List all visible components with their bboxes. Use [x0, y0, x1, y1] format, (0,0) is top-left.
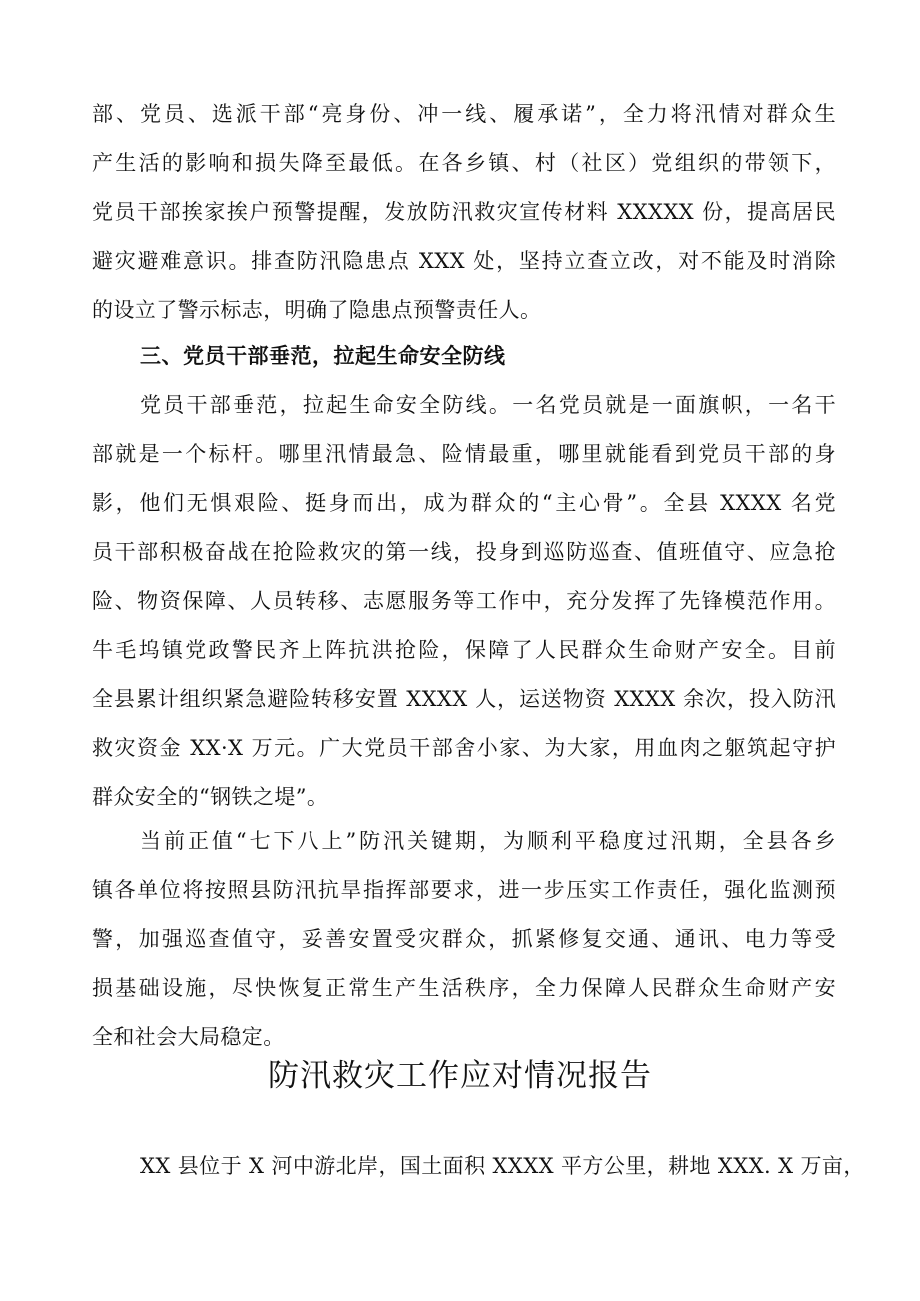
text-line: 的设立了警示标志，明确了隐患点预警责任人。	[92, 298, 542, 322]
text-line: 全和社会大局稳定。	[92, 1025, 285, 1049]
text-line: 党员干部垂范，拉起生命安全防线。一名党员就是一面旗帜，一名干	[140, 393, 836, 417]
text-line: 产生活的影响和损失降至最低。在各乡镇、村（社区）党组织的带领下，	[92, 151, 836, 175]
section3-heading: 三、党员干部垂范，拉起生命安全防线	[140, 344, 506, 368]
text-line: 警，加强巡查值守，妥善安置受灾群众，抓紧修复交通、通讯、电力等受	[92, 927, 836, 951]
section3-paragraph-2	[92, 817, 836, 1062]
section3-paragraph-1	[92, 381, 836, 822]
section2-tail-paragraph	[92, 90, 836, 335]
text-line: 救灾资金 XX·X 万元。广大党员干部舍小家、为大家，用血肉之躯筑起守护	[92, 736, 836, 760]
text-line: 当前正值“七下八上”防汛关键期，为顺利平稳度过汛期，全县各乡	[140, 829, 836, 853]
text-line: XX 县位于 X 河中游北岸，国土面积 XXXX 平方公里，耕地 XXX. X 万亩，	[140, 1154, 865, 1178]
text-line: 镇各单位将按照县防汛抗旱指挥部要求，进一步压实工作责任，强化监测预	[92, 878, 836, 902]
text-line: 员干部积极奋战在抢险救灾的第一线，投身到巡防巡查、值班值守、应急抢	[92, 540, 836, 564]
report-first-paragraph	[92, 1142, 865, 1191]
text-line: 损基础设施，尽快恢复正常生产生活秩序，全力保障人民群众生命财产安	[92, 976, 836, 1000]
text-line: 部、党员、选派干部“亮身份、冲一线、履承诺”，全力将汛情对群众生	[92, 102, 836, 126]
text-line: 全县累计组织紧急避险转移安置 XXXX 人，运送物资 XXXX 余次，投入防汛	[92, 687, 836, 711]
text-line: 牛毛坞镇党政警民齐上阵抗洪抢险，保障了人民群众生命财产安全。目前	[92, 638, 836, 662]
text-line: 群众安全的“钢铁之堤”。	[92, 785, 329, 809]
text-line: 党员干部挨家挨户预警提醒，发放防汛救灾宣传材料 XXXXX 份，提高居民	[92, 200, 836, 224]
text-line: 部就是一个标杆。哪里汛情最急、险情最重，哪里就能看到党员干部的身	[92, 442, 836, 466]
text-line: 避灾避难意识。排查防汛隐患点 XXX 处，坚持立查立改，对不能及时消除	[92, 249, 836, 273]
report-title: 防汛救灾工作应对情况报告	[268, 1058, 652, 1094]
text-line: 影，他们无惧艰险、挺身而出，成为群众的“主心骨”。全县 XXXX 名党	[92, 491, 836, 515]
text-line: 险、物资保障、人员转移、志愿服务等工作中，充分发挥了先锋模范作用。	[92, 589, 836, 613]
